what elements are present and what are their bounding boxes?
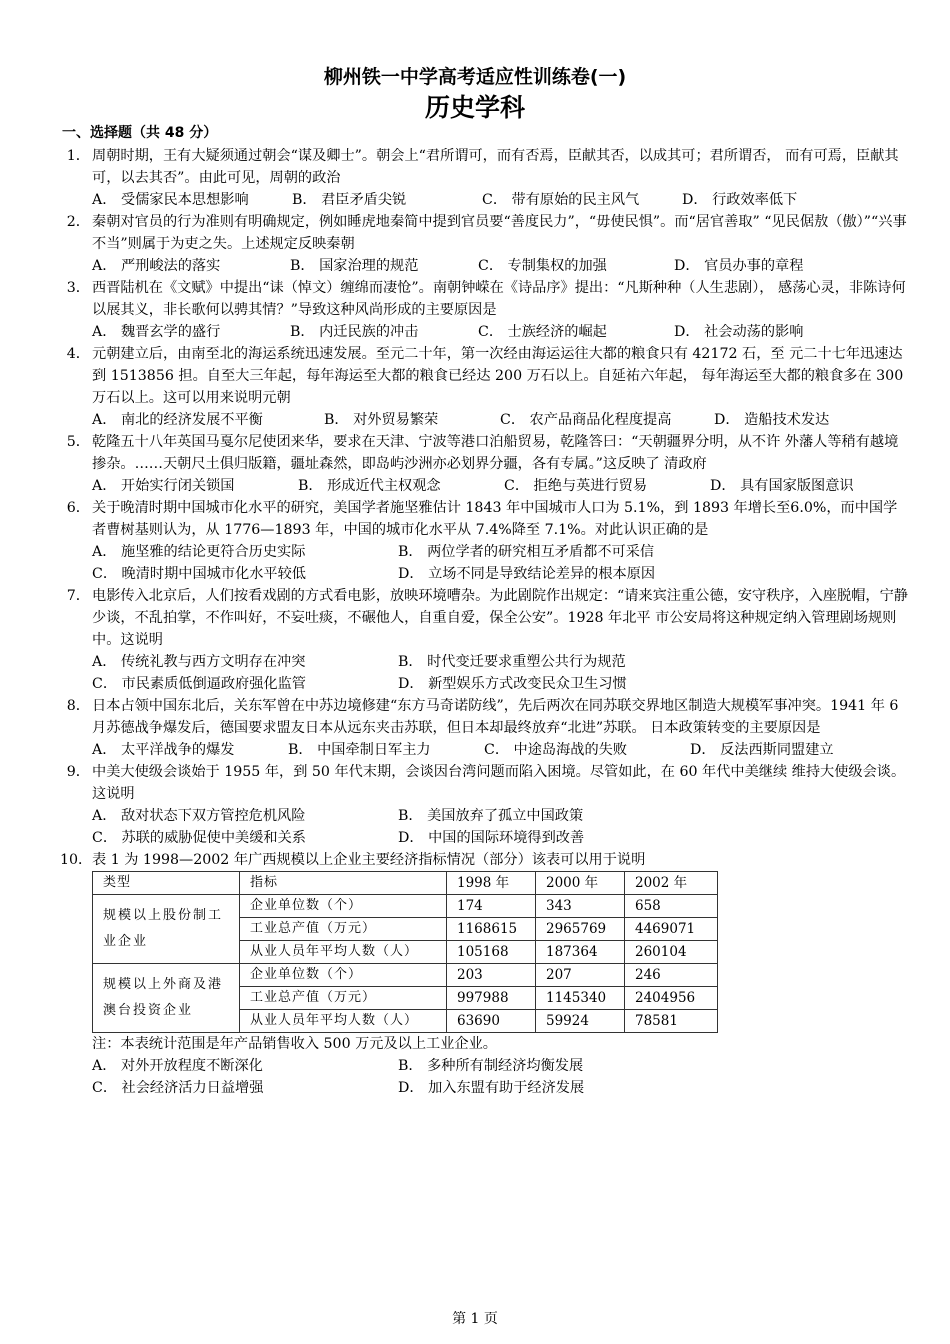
table-category: 规模以上股份制工业企业 (93, 895, 240, 964)
option-row (92, 739, 910, 761)
table-cell: 59924 (536, 1010, 625, 1033)
option-d[interactable]: D． 立场不同是导致结论差异的根本原因 (398, 566, 656, 582)
option-c[interactable]: C． 中途岛海战的失败 (484, 742, 628, 758)
question-9 (60, 761, 910, 849)
option-row (92, 563, 910, 585)
option-row (92, 475, 910, 497)
question-stem: 电影传入北京后，人们按看戏剧的方式看电影，放映环境嘈杂。为此剧院作出规定：“请来宾注重公德，安守秩序，入座脱帽，宁静少谈，不乱拍掌，不作叫好，不妄吐痰，不碾他人，自重自爱，保全公安”。1928 年北平 市公安局将这种规定纳入管理剧场规则中。这说明 (92, 588, 908, 648)
option-b[interactable]: B． 两位学者的研究相互矛盾都不可采信 (398, 544, 655, 560)
option-b[interactable]: B． 对外贸易繁荣 (324, 412, 439, 428)
table-cell: 工业总产值（万元） (240, 987, 447, 1010)
table-cell: 工业总产值（万元） (240, 918, 447, 941)
question-8 (60, 695, 910, 761)
table-row (93, 964, 718, 987)
table-category: 规模以上外商及港澳台投资企业 (93, 964, 240, 1033)
option-c[interactable]: C． 市民素质低倒逼政府强化监管 (92, 676, 306, 692)
question-list (60, 145, 910, 1099)
option-c[interactable]: C． 苏联的威胁促使中美缓和关系 (92, 830, 306, 846)
table-cell: 203 (447, 964, 536, 987)
option-a[interactable]: A． 开始实行闭关锁国 (92, 478, 235, 494)
option-row (92, 673, 910, 695)
option-row (92, 827, 910, 849)
table-row (93, 895, 718, 918)
table-cell: 2965769 (536, 918, 625, 941)
question-1 (60, 145, 910, 211)
question-stem: 表 1 为 1998—2002 年广西规模以上企业主要经济指标情况（部分）该表可以用于说明 (92, 852, 646, 868)
option-d[interactable]: D． 反法西斯同盟建立 (690, 742, 834, 758)
question-7 (60, 585, 910, 695)
table-header: 1998 年 (447, 872, 536, 895)
option-c[interactable]: C． 拒绝与英进行贸易 (504, 478, 648, 494)
data-table (92, 871, 718, 1033)
question-stem: 中美大使级会谈始于 1955 年，到 50 年代末期，会谈因台湾问题而陷入困境。尽管如此，在 60 年代中美继续 维持大使级会谈。这说明 (92, 764, 906, 802)
question-2 (60, 211, 910, 277)
table-cell: 1168615 (447, 918, 536, 941)
option-d[interactable]: D． 具有国家版图意识 (710, 478, 854, 494)
option-a[interactable]: A． 传统礼教与西方文明存在冲突 (92, 654, 306, 670)
option-c[interactable]: C． 农产品商品化程度提高 (500, 412, 672, 428)
section-heading: 一、选择题（共 48 分） (62, 125, 218, 141)
option-d[interactable]: D． 官员办事的章程 (674, 258, 804, 274)
question-number: 10． (60, 852, 93, 868)
option-a[interactable]: A． 魏晋玄学的盛行 (92, 324, 221, 340)
question-3 (60, 277, 910, 343)
option-a[interactable]: A． 严刑峻法的落实 (92, 258, 221, 274)
table-cell: 2404956 (625, 987, 718, 1010)
table-cell: 343 (536, 895, 625, 918)
option-d[interactable]: D． 行政效率低下 (682, 192, 798, 208)
question-number: 6． (66, 500, 90, 516)
table-cell: 1145340 (536, 987, 625, 1010)
option-c[interactable]: C． 士族经济的崛起 (478, 324, 607, 340)
question-6 (60, 497, 910, 585)
option-b[interactable]: B． 中国牵制日军主力 (288, 742, 431, 758)
option-d[interactable]: D． 新型娱乐方式改变民众卫生习惯 (398, 676, 627, 692)
question-5 (60, 431, 910, 497)
option-b[interactable]: B． 形成近代主权观念 (298, 478, 441, 494)
question-stem: 元朝建立后，由南至北的海运系统迅速发展。至元二十年，第一次经由海运运往大都的粮食只有 42172 石，至 元二十七年迅速达到 1513856 担。自至大三年起，每年海运至大都的粮食已经达 200 万石以上。自延祐六年起， 每年海运至大都的粮食多在 300 万石以上。这可以用来说明元朝 (92, 346, 904, 406)
option-d[interactable]: D． 加入东盟有助于经济发展 (398, 1080, 585, 1096)
option-a[interactable]: A． 施坚雅的结论更符合历史实际 (92, 544, 306, 560)
question-number: 2． (66, 214, 90, 230)
question-number: 9． (66, 764, 90, 780)
table-cell: 997988 (447, 987, 536, 1010)
table-cell: 187364 (536, 941, 625, 964)
page-number: 第 1 页 (452, 1311, 498, 1327)
table-cell: 63690 (447, 1010, 536, 1033)
table-header: 类型 (93, 872, 240, 895)
option-row (92, 805, 910, 827)
option-row (92, 1055, 910, 1077)
question-4 (60, 343, 910, 431)
question-number: 4． (66, 346, 90, 362)
table-cell: 企业单位数（个） (240, 964, 447, 987)
question-number: 8． (66, 698, 90, 714)
option-row (92, 409, 910, 431)
option-b[interactable]: B． 多种所有制经济均衡发展 (398, 1058, 584, 1074)
table-cell: 105168 (447, 941, 536, 964)
option-d[interactable]: D． 造船技术发达 (714, 412, 830, 428)
option-row (92, 541, 910, 563)
table-cell: 从业人员年平均人数（人） (240, 941, 447, 964)
option-row (92, 651, 910, 673)
table-cell: 78581 (625, 1010, 718, 1033)
question-stem: 日本占领中国东北后，关东军曾在中苏边境修建“东方马奇诺防线”，先后两次在同苏联交界地区制造大规模军事冲突。1941 年 6 月苏德战争爆发后，德国要求盟友日本从远东夹击苏联，但日本却最终放弃“北进”苏联。 日本政策转变的主要原因是 (92, 698, 899, 736)
question-number: 5． (66, 434, 90, 450)
table-header-row (93, 872, 718, 895)
option-b[interactable]: B． 内迁民族的冲击 (290, 324, 419, 340)
question-number: 3． (66, 280, 90, 296)
option-b[interactable]: B． 君臣矛盾尖锐 (292, 192, 407, 208)
option-c[interactable]: C． 晚清时期中国城市化水平较低 (92, 566, 306, 582)
option-row (92, 189, 910, 211)
table-note: 注：本表统计范围是年产品销售收入 500 万元及以上工业企业。 (92, 1036, 497, 1052)
option-d[interactable]: D． 社会动荡的影响 (674, 324, 804, 340)
option-b[interactable]: B． 国家治理的规范 (290, 258, 419, 274)
table-cell: 企业单位数（个） (240, 895, 447, 918)
option-a[interactable]: A． 对外开放程度不断深化 (92, 1058, 263, 1074)
option-c[interactable]: C． 带有原始的民主风气 (482, 192, 640, 208)
option-b[interactable]: B． 时代变迁要求重塑公共行为规范 (398, 654, 626, 670)
table-cell: 246 (625, 964, 718, 987)
option-row (92, 1077, 910, 1099)
table-header: 2002 年 (625, 872, 718, 895)
option-c[interactable]: C． 专制集权的加强 (478, 258, 607, 274)
table-cell: 207 (536, 964, 625, 987)
table-header: 2000 年 (536, 872, 625, 895)
table-cell: 658 (625, 895, 718, 918)
option-a[interactable]: A． 太平洋战争的爆发 (92, 742, 235, 758)
question-number: 7． (66, 588, 90, 604)
subject-title: 历史学科 (424, 93, 525, 122)
table-cell: 4469071 (625, 918, 718, 941)
question-stem: 乾隆五十八年英国马戛尔尼使团来华，要求在天津、宁波等港口泊船贸易，乾隆答曰：“天朝疆界分明，从不许 外藩人等稍有越境掺杂。……天朝尺土俱归版籍，疆址森然，即岛屿沙洲亦必划界分疆，各有专属。”这反映了 清政府 (92, 434, 899, 472)
option-d[interactable]: D． 中国的国际环境得到改善 (398, 830, 585, 846)
option-b[interactable]: B． 美国放弃了孤立中国政策 (398, 808, 584, 824)
table-cell: 从业人员年平均人数（人） (240, 1010, 447, 1033)
option-a[interactable]: A． 南北的经济发展不平衡 (92, 412, 263, 428)
option-row (92, 255, 910, 277)
question-stem: 西晋陆机在《文赋》中提出“诔（悼文）缠绵而凄怆”。南朝钟嵘在《诗品序》提出：“凡斯种种（人生悲剧）， 感荡心灵，非陈诗何以展其义，非长歌何以骋其情？”导致这种风尚形成的主要原因是 (92, 280, 906, 318)
option-row (92, 321, 910, 343)
option-a[interactable]: A． 敌对状态下双方管控危机风险 (92, 808, 306, 824)
question-10 (60, 849, 910, 1099)
table-cell: 174 (447, 895, 536, 918)
option-c[interactable]: C． 社会经济活力日益增强 (92, 1080, 264, 1096)
exam-title: 柳州铁一中学高考适应性训练卷(一) (323, 66, 627, 88)
question-stem: 秦朝对官员的行为准则有明确规定，例如睡虎地秦简中提到官员要“善度民力”，“毋使民惧”。而“居官善取” “见民倨敖（傲）”“兴事不当”则属于为吏之失。上述规定反映秦朝 (92, 214, 907, 252)
question-number: 1． (66, 148, 90, 164)
table-header: 指标 (240, 872, 447, 895)
table-cell: 260104 (625, 941, 718, 964)
question-stem: 关于晚清时期中国城市化水平的研究，美国学者施坚雅估计 1843 年中国城市人口为 5.1%，到 1893 年增长至6.0%，而中国学者曹树基则认为，从 1776—1893 年，中国的城市化水平从 7.4%降至 7.1%。对此认识正确的是 (92, 500, 898, 538)
option-a[interactable]: A． 受儒家民本思想影响 (92, 192, 249, 208)
question-stem: 周朝时期，王有大疑须通过朝会“谋及卿士”。朝会上“君所谓可，而有否焉，臣献其否，以成其可；君所谓否， 而有可焉，臣献其可，以去其否”。由此可见，周朝的政治 (92, 148, 899, 186)
